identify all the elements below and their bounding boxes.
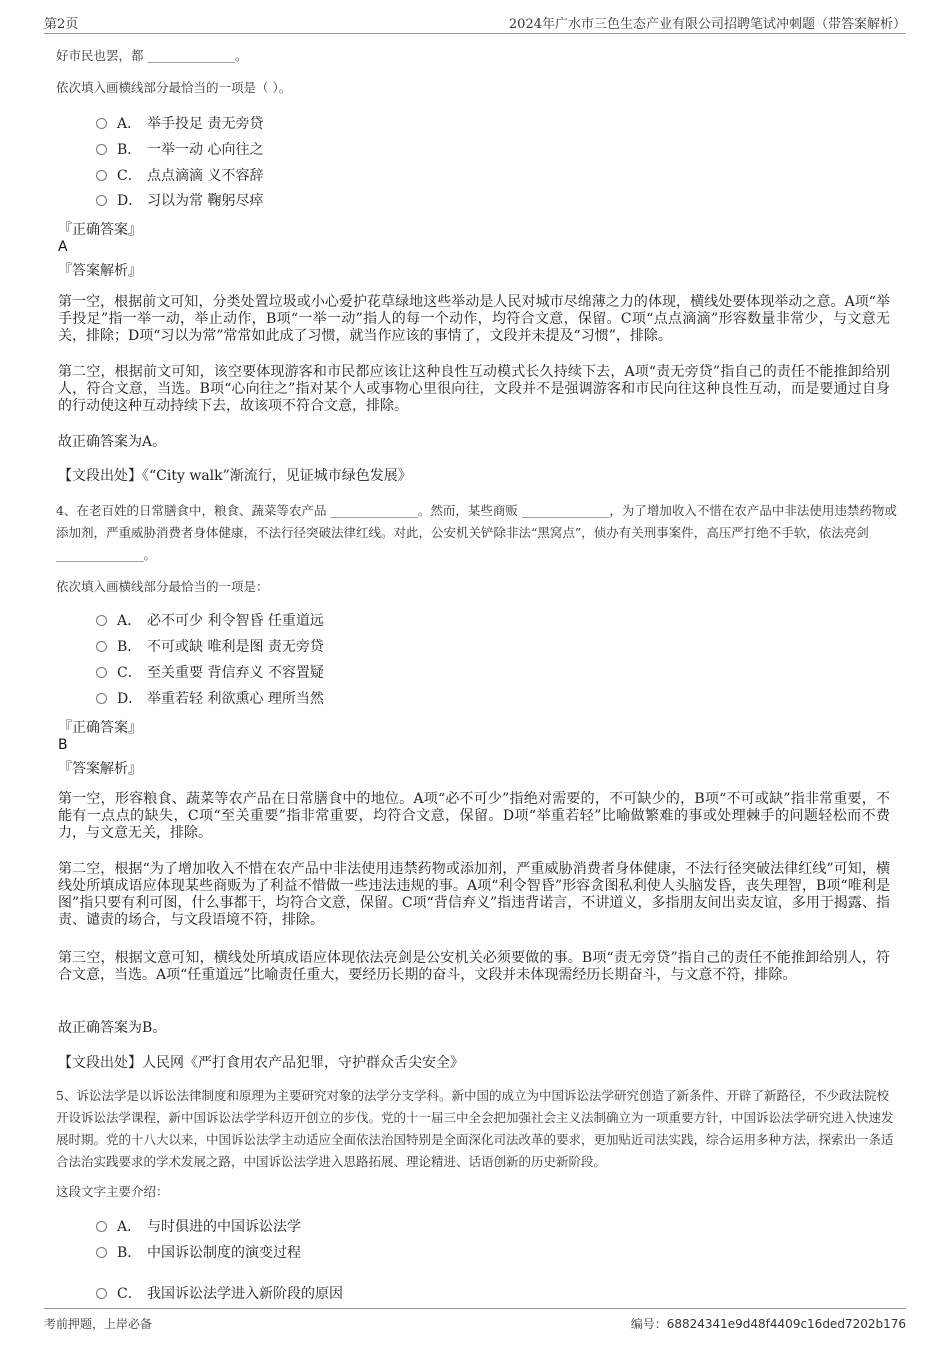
q3-analysis-para-2: 第二空，根据前文可知，该空要体现游客和市民都应该让这种良性互动模式长久持续下去，A项“责无旁贷”指自己的责任不能推卸给别人，符合文意，当选。B项“心向往之”指对某个人或事物心里很向往，文段并不是强调游客和市民向往这种良性互动，而是要通过自身的行动使这种互动持续下去，故该项不符合文意，排除。 [58,364,890,414]
q3-source: 【文段出处】《“City walk”渐流行，见证城市绿色发展》 [58,468,412,484]
document-code: 编号：68824341e9d48f4409c16ded7202b176 [630,1317,906,1331]
q5-option-b[interactable]: B． 中国诉讼制度的演变过程 [96,1242,301,1264]
q4-conclusion: 故正确答案为B。 [58,1020,167,1036]
q5-stem: 5、诉讼法学是以诉讼法律制度和原理为主要研究对象的法学分支学科。新中国的成立为中国诉讼法学研究创造了新条件、开辟了新路径，不少政法院校开设诉讼法学课程，新中国诉讼法学学科迈开创立的步伐。党的十一届三中全会把加强社会主义法制确立为一项重要方针，中国诉讼法学研究进入快速发展时期。党的十八大以来，中国诉讼法学主动适应全面依法治国特别是全面深化司法改革的要求，更加贴近司法实践，综合运用多种方法，探索出一条适合法治实践要求的学术发展之路，中国诉讼法学进入思路拓展、理论精进、话语创新的历史新阶段。 [56,1088,894,1169]
q5-option-c[interactable]: C． 我国诉讼法学进入新阶段的原因 [96,1283,343,1305]
q3-option-b[interactable]: B． 一举一动 心向往之 [96,139,263,161]
q3-analysis-label: 『答案解析』 [58,263,142,279]
q4-answer-label: 『正确答案』 [58,720,142,736]
q4-analysis-para-1: 第一空，形容粮食、蔬菜等农产品在日常膳食中的地位。A项“必不可少”指绝对需要的，不可缺少的，B项“不可或缺”指非常重要，不能有一点点的缺失，C项“至关重要”指非常重要，均符合文意，保留。D项“举重若轻”比喻做繁难的事或处理棘手的问题轻松而不费力，与文意无关，排除。 [58,791,890,841]
q4-option-c[interactable]: C． 至关重要 背信弃义 不容置疑 [96,662,324,684]
q4-option-a[interactable]: A． 必不可少 利令智昏 任重道远 [96,610,324,632]
radio-button[interactable] [96,615,107,626]
radio-button[interactable] [96,1247,107,1258]
q3-conclusion: 故正确答案为A。 [58,434,167,450]
document-title: 2024年广水市三色生态产业有限公司招聘笔试冲刺题（带答案解析） [508,17,906,32]
q3-stem-tail: 好市民也罢，都 ______________。 [56,48,248,63]
q5-prompt: 这段文字主要介绍： [56,1184,169,1199]
q4-stem: 4、在老百姓的日常膳食中，粮食、蔬菜等农产品 ______________。然而，某些商贩 ______________，为了增加收入不惜在农产品中非法使用违禁药物或添加剂，严重威胁消费者身体健康，不法行径突破法律红线。对此，公安机关铲除非法“黑窝点”，侦办有关刑事案件，高压严打绝不手软，依法亮剑 ______________。 [56,503,897,562]
page-header [44,11,906,34]
q4-option-d[interactable]: D． 举重若轻 利欲熏心 理所当然 [96,688,324,710]
q3-option-a[interactable]: A． 举手投足 责无旁贷 [96,113,263,135]
q3-option-d[interactable]: D． 习以为常 鞠躬尽瘁 [96,190,263,212]
page-number: 第2页 [44,17,79,32]
q3-option-c[interactable]: C． 点点滴滴 义不容辞 [96,165,263,187]
radio-button[interactable] [96,641,107,652]
q5-option-a[interactable]: A． 与时俱进的中国诉讼法学 [96,1216,301,1238]
q4-answer: B [58,737,68,753]
q4-analysis-label: 『答案解析』 [58,761,142,777]
q3-prompt: 依次填入画横线部分最恰当的一项是（ ）。 [56,80,292,95]
radio-button[interactable] [96,693,107,704]
radio-button[interactable] [96,195,107,206]
footer-slogan: 考前押题，上岸必备 [44,1317,153,1331]
q4-analysis-para-3: 第三空，根据文意可知，横线处所填成语应体现依法亮剑是公安机关必须要做的事。B项“责无旁贷”指自己的责任不能推卸给别人，符合文意，当选。A项“任重道远”比喻责任重大，要经历长期的奋斗，文段并未体现需经历长期奋斗，与文意不符，排除。 [58,950,890,983]
q4-analysis-para-2: 第二空，根据“为了增加收入不惜在农产品中非法使用违禁药物或添加剂，严重威胁消费者身体健康，不法行径突破法律红线”可知，横线处所填成语应体现某些商贩为了利益不惜做一些违法违规的事。A项“利令智昏”形容贪图私利使人头脑发昏，丧失理智，B项“唯利是图”指只要有利可图，什么事都干，均符合文意，保留。C项“背信弃义”指违背诺言，不讲道义，多指朋友间出卖友谊，多用于揭露、指责、谴责的场合，与文段语境不符，排除。 [58,861,890,928]
q3-analysis-para-1: 第一空，根据前文可知，分类处置垃圾或小心爱护花草绿地这些举动是人民对城市尽绵薄之力的体现，横线处要体现举动之意。A项“举手投足”指一举一动，举止动作，B项“一举一动”指人的每一个动作，均符合文意，保留。C项“点点滴滴”形容数量非常少，与文意无关，排除；D项“习以为常”常常如此成了习惯，就当作应该的事情了，文段并未提及“习惯”，排除。 [58,294,890,344]
page-footer [44,1308,906,1339]
radio-button[interactable] [96,118,107,129]
q4-option-b[interactable]: B． 不可或缺 唯利是图 责无旁贷 [96,636,324,658]
q4-source: 【文段出处】人民网《严打食用农产品犯罪，守护群众舌尖安全》 [58,1055,464,1071]
q3-answer: A [58,239,68,255]
q4-prompt: 依次填入画横线部分最恰当的一项是： [56,579,269,594]
radio-button[interactable] [96,170,107,181]
radio-button[interactable] [96,667,107,678]
radio-button[interactable] [96,144,107,155]
radio-button[interactable] [96,1221,107,1232]
radio-button[interactable] [96,1288,107,1299]
q3-answer-label: 『正确答案』 [58,222,142,238]
